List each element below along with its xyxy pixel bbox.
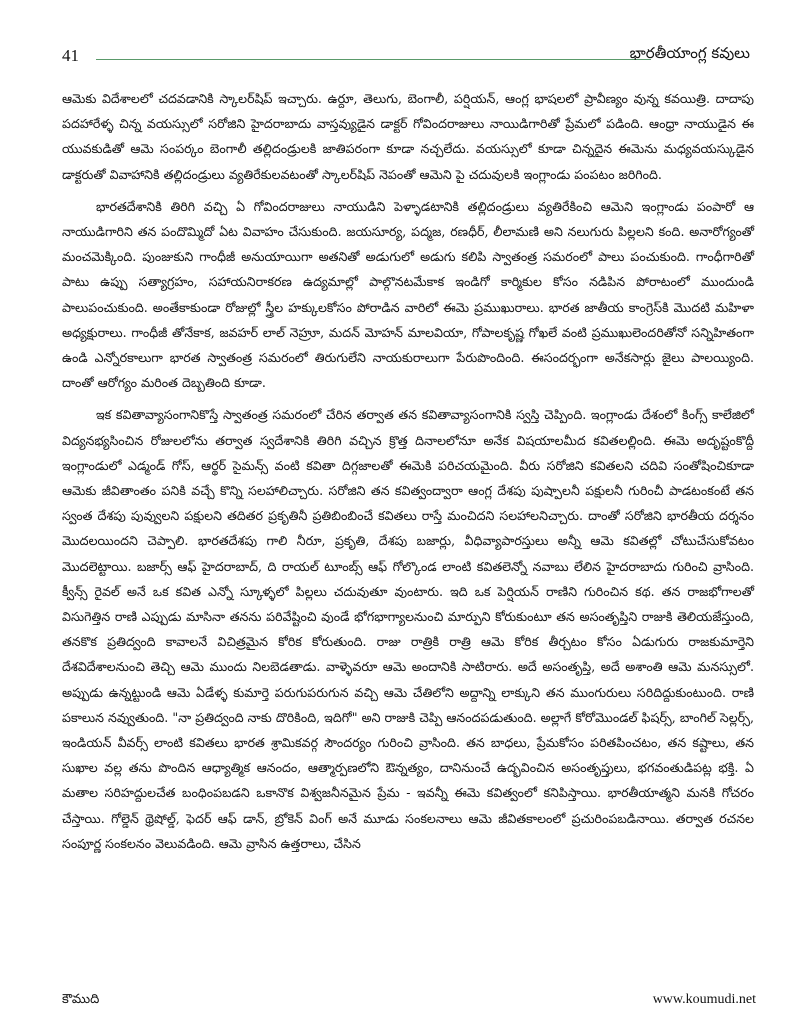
publisher-name: కౌముది — [62, 992, 100, 1007]
running-title: భారతీయాంగ్ల కవులు — [629, 44, 750, 62]
page-number: 41 — [62, 46, 79, 65]
paragraph: ఇక కవితావ్యాసంగానికొస్తే స్వాతంత్ర సమరంలో చేరిన తర్వాత తన కవితావ్యాసంగానికి స్వస్తి చెప్పింది. ఇంగ్లాండు దేశంలో కింగ్స్ కాలేజిలో విద్యనభ్యసించిన రోజులలోను తర్వాత స్వదేశానికి తిరిగి వచ్చిన క్రొత్త దినాలలోనూ అనేక విషయాలమీద కవితలల్లింది. ఈమె అదృష్టంకొద్దీ ఇంగ్లాండులో ఎడ్మండ్ గోస్, ఆర్థర్ సైమన్స్ వంటి కవితా దిగ్గజాలతో ఈమెకి పరిచయమైంది. వీరు సరోజిని కవితలని చదివి సంతోషించికూడా ఆమెకు జీవితాంతం పనికి వచ్చే కొన్ని సలహాలిచ్చారు. సరోజిని తన కవిత్వంద్వారా ఆంగ్ల దేశపు పుష్పాలనీ పక్షులనీ గురించీ పాడటంకంటే తన స్వంత దేశపు పువ్వులని పక్షులని తదితర ప్రకృతినీ ప్రతిబింబించే కవితలు రాస్తే మంచిదని సలహాలనిచ్చారు. దాంతో సరోజిని భారతీయ దర్శనం మొదలయిందని చెప్పాలి. భారతదేశపు గాలి నీరూ, ప్రకృతి, దేశపు బజార్లు, వీధివ్యాపారస్తులు అన్నీ ఆమె కవితల్లో చోటుచేసుకోవటం మొదలెట్టాయి. బజార్స్ ఆఫ్ హైదరాబాద్, ది రాయల్ టూంబ్స్ ఆఫ్ గోల్కొండ లాంటి కవితలెన్నో నవాబు లేలిన హైదరాబాదు గురించి వ్రాసింది. క్వీన్స్ రైవల్ అనే ఒక కవిత ఎన్నో స్కూళ్ళలో పిల్లలు చదువుతూ వుంటారు. ఇది ఒక పెర్షియన్ రాణిని గురించిన కథ. తన రాజభోగాలతో విసుగెత్తిన రాణి ఎప్పుడు మాసినా తనను పరివేష్టించి వుండే భోగభాగ్యాలనుంచి మార్పుని కోరుకుంటూ తన అసంతృప్తిని రాజుకి తెలియజేస్తుంది, తనకొక ప్రతిద్వంది కావాలనే విచిత్రమైన కోరిక కోరుతుంది. రాజు రాత్రికి రాత్రి ఆమె కోరిక తీర్చటం కోసం ఏడుగురు రాజకుమార్తెని దేశవిదేశాలనుంచి తెచ్చి ఆమె ముందు నిలబెడతాడు. వాళ్ళెవరూ ఆమె అందానికి సాటిరారు. అదే అసంతృప్తి, అదే అశాంతి ఆమె మనస్సులో. అప్పుడు ఉన్నట్టుండి ఆమె ఏడేళ్ళ కుమార్తె పరుగుపరుగున వచ్చి ఆమె చేతిలోని అద్దాన్ని లాక్కుని తన ముంగురులు సరిదిద్దుకుంటుంది. రాణి పకాలున నవ్వుతుంది. "నా ప్రతిద్వంది నాకు దొరికింది, ఇదిగో" అని రాజుకి చెప్పి ఆనందపడుతుంది. అల్లాగే కోరోమొండల్ ఫిషర్స్, బాంగిల్ సెల్లర్స్, ఇండియన్ వీవర్స్ లాంటి కవితలు భారత శ్రామికవర్గ సౌందర్యం గురించి వ్రాసింది. తన బాధలు, ప్రేమకోసం పరితపించటం, తన కష్టాలు, తన సుఖాల వల్ల తను పొందిన ఆధ్యాత్మిక ఆనందం, ఆత్మార్పణలోని ఔన్నత్యం, దానినుంచే ఉద్భవించిన అసంతృప్తులు, భగవంతుడిపట్ల భక్తి. ఏ మతాల సరిహద్దులచేత బంధింపబడని ఒకానొక విశ్వజనీనమైన ప్రేమ - ఇవన్నీ ఈమె కవిత్వంలో కనిపిస్తాయి. భారతీయాత్మని మనకి గోచరం చేస్తాయి. గోల్డెన్ థ్రెషోల్డ్, ఫెదర్ ఆఫ్ డాన్, బ్రోకెన్ వింగ్ అనే మూడు సంకలనాలు ఆమె జీవితకాలంలో ప్రచురింపబడినాయి. తర్వాత రచనల సంపూర్ణ సంకలనం వెలువడింది. ఆమె వ్రాసిన ఉత్తరాలు, చేసిన — [62, 407, 754, 851]
header-divider — [96, 59, 651, 60]
website-link[interactable]: www.koumudi.net — [652, 992, 756, 1007]
page-footer — [62, 992, 756, 1012]
paragraph: భారతదేశానికి తిరిగి వచ్చి ఏ గోవిందరాజులు నాయుడిని పెళ్ళాడటానికి తల్లిదండ్రులు వ్యతిరేకించి ఆమెని ఇంగ్లాండు పంపారో ఆ నాయుడిగారిని తన పందొమ్మిదో ఏట వివాహం చేసుకుంది. జయసూర్య, పద్మజ, రణధీర్, లీలామణి అని నలుగురు పిల్లలని కంది. అనారోగ్యంతో మంచమెక్కింది. పుంజుకుని గాంధీజీ అనుయాయిగా అతనితో అడుగులో అడుగు కలిపి స్వాతంత్ర సమరంలో పాలు పంచుకుంది. గాంధీగారితో పాటు ఉప్పు సత్యాగ్రహం, సహాయనిరాకరణ ఉద్యమాల్లో పాల్గొనటమేకాక ఇండిగో కార్మికుల కోసం నడిపిన పోరాటంలో ముందుండి పాలుపంచుకుంది. అంతేకాకుండా రోజుల్లో స్త్రీల హక్కులకోసం పోరాడిన వారిలో ఈమె ప్రముఖురాలు. భారత జాతీయ కాంగ్రెస్‌కి మొదటి మహిళా అధ్యక్షురాలు. గాంధీజీ తోనేకాక, జవహర్ లాల్ నెహ్రూ, మదన్ మోహన్ మాలవియా, గోపాలకృష్ణ గోఖలే వంటి ప్రముఖులెందరితోనో సన్నిహితంగా ఉండి ఎన్నోరకాలుగా భారత స్వాతంత్ర సమరంలో తిరుగులేని నాయకురాలుగా పేరుపొందింది. ఈసందర్భంగా అనేకసార్లు జైలు పాలయ్యింది. దాంతో ఆరోగ్యం మరింత దెబ్బతింది కూడా. — [62, 198, 754, 391]
paragraph: ఆమెకు విదేశాలలో చదవడానికి స్కాలర్‌షిప్ ఇచ్చారు. ఉర్దూ, తెలుగు, బెంగాలీ, పర్షియన్, ఆంగ్ల భాషలలో ప్రావీణ్యం వున్న కవయిత్రి. దాదాపు పదహారేళ్ళ చిన్న వయస్సులో సరోజిని హైదరాబాదు వాస్తవ్యుడైన డాక్టర్ గోవిందరాజులు నాయిడిగారితో ప్రేమలో పడింది. ఆంధ్రా నాయుడైన ఈ యువకుడితో ఆమె సంపర్కం బెంగాలీ తల్లిదండ్రులకి జాతిపరంగా కూడా నచ్చలేదు. వయస్సులో కూడా చిన్నదైన ఈమెను మధ్యవయస్కుడైన డాక్టరుతో వివాహానికి తల్లిదండ్రులు వ్యతిరేకులవటంతో స్కాలర్‌షిప్ నెపంతో ఆమెని పై చదువులకి ఇంగ్లాండు పంపటం జరిగింది. — [62, 91, 754, 182]
page-header — [62, 44, 750, 70]
article-body — [62, 86, 754, 863]
